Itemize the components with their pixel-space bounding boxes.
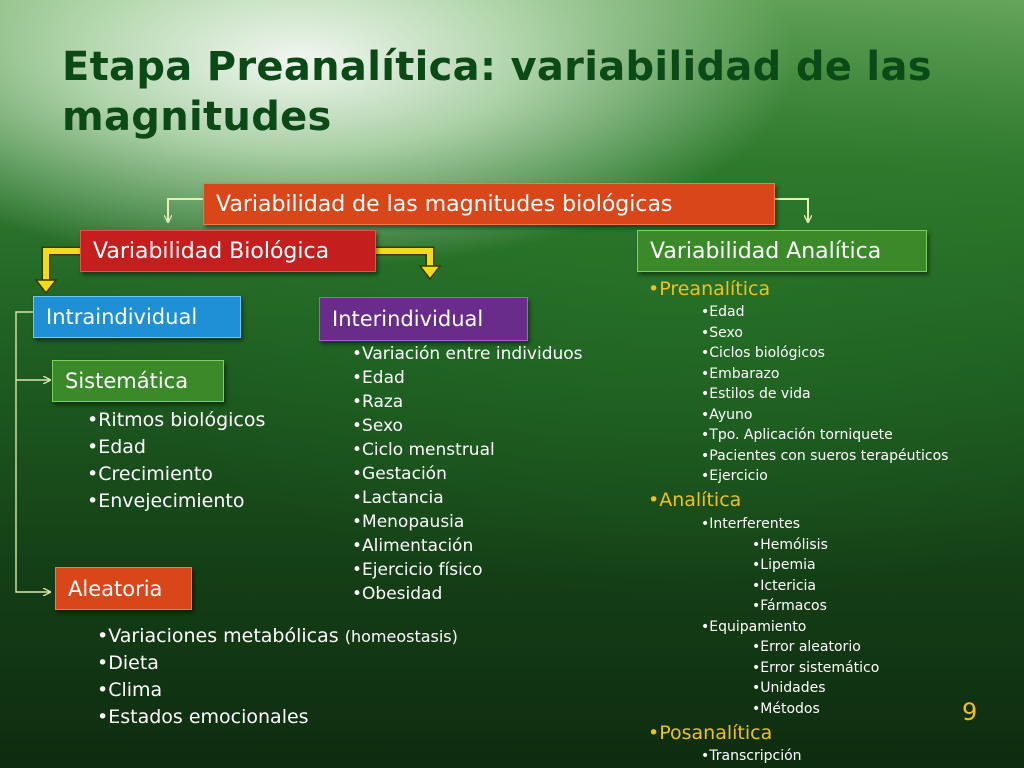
aleatoria-list [97,623,458,731]
box-sistematica: Sistemática [52,360,224,402]
list-item: • Envejecimiento [87,488,265,515]
list-item: • Hemólisis [752,535,828,556]
box-intraindividual: Intraindividual [33,296,241,338]
list-item: • Error sistemático [752,658,879,679]
list-item: • Estados emocionales [97,704,458,731]
slide-title: Etapa Preanalítica: variabilidad de las magnitudes [62,44,932,140]
list-item: • Transcripción [701,746,802,767]
list-item-text: Variaciones metabólicas [108,625,339,647]
arrow-bio-right-head [420,266,440,279]
list-item: • Lipemia [752,555,816,576]
list-item: • Sexo [701,323,743,344]
list-item: • Variación entre individuos [352,342,583,366]
list-item: • Edad [701,302,744,323]
list-item: • Ictericia [752,576,816,597]
interindividual-list [352,342,583,606]
list-item: • Menopausia [352,510,583,534]
arrow-top-right [775,199,808,222]
list-item: • Edad [87,434,265,461]
list-item: • Sexo [352,414,583,438]
arrow-top-left [168,199,203,222]
arrow-bio-left [46,251,80,282]
box-aleatoria: Aleatoria [55,567,192,610]
list-item: • Ejercicio físico [352,558,583,582]
list-item: • Embarazo [701,364,779,385]
list-item: • Fármacos [752,596,827,617]
list-item: • Unidades [752,678,826,699]
list-item: • Edad [352,366,583,390]
bracket-intraindividual [16,312,50,592]
list-item: • Métodos [752,699,820,720]
box-variabilidad-analitica: Variabilidad Analítica [637,230,927,272]
list-item: • Ciclo menstrual [352,438,583,462]
list-item: • Clima [97,677,458,704]
list-item: • Alimentación [352,534,583,558]
list-item: • Lactancia [352,486,583,510]
list-item: • Obesidad [352,582,583,606]
list-item: • Tpo. Aplicación torniquete [701,425,893,446]
list-item: • Raza [352,390,583,414]
list-item-equipamiento: • Equipamiento [701,617,806,638]
list-item: • Crecimiento [87,461,265,488]
sistematica-list [87,407,265,515]
box-variabilidad-biologica: Variabilidad Biológica [80,230,376,272]
section-analitica: • Analítica [648,489,741,511]
list-item-interferentes: • Interferentes [701,514,800,535]
list-item-note: (homeostasis) [344,627,458,646]
box-variabilidad-magnitudes: Variabilidad de las magnitudes biológicas [203,183,775,225]
list-item: • Estilos de vida [701,384,811,405]
section-preanalitica: • Preanalítica [648,278,770,300]
section-posanalitica: • Posanalítica [648,722,772,744]
list-item: • Ciclos biológicos [701,343,825,364]
box-interindividual: Interindividual [319,297,528,341]
list-item: • Error aleatorio [752,637,861,658]
list-item: • Pacientes con sueros terapéuticos [701,446,948,467]
list-item: • Dieta [97,650,458,677]
arrow-bio-left-fill [46,251,80,282]
list-item: • Ayuno [701,405,753,426]
page-number: 9 [962,698,978,726]
list-item: • Ritmos biológicos [87,407,265,434]
list-item [97,623,458,650]
arrow-bio-left-head [36,280,56,293]
list-item: • Ejercicio [701,466,768,487]
list-item: • Gestación [352,462,583,486]
